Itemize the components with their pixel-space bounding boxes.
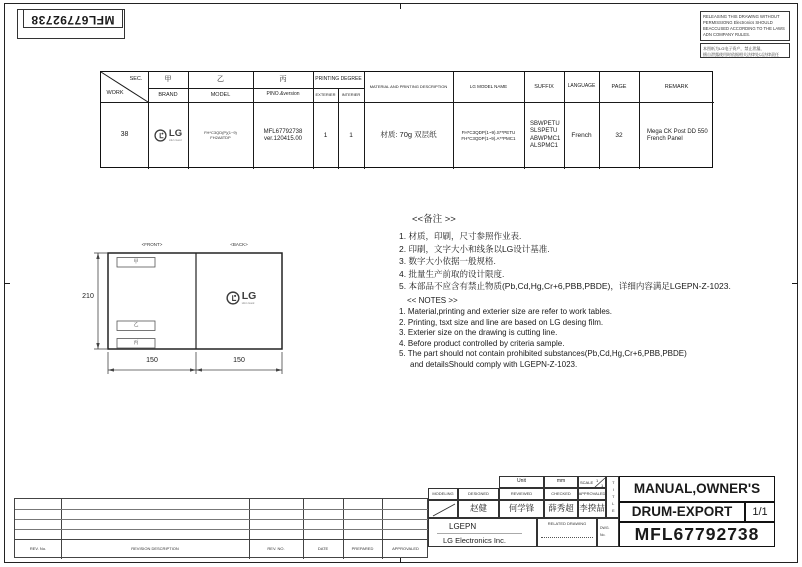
panel-drawing-lines <box>80 240 305 380</box>
notes-cn-item-1: 1. 材质，印刷，尺寸参照作业表. <box>399 231 522 241</box>
title-sheet-cell: 1/1 <box>745 502 775 522</box>
header-page: PAGE <box>611 83 627 90</box>
header-sec: SEC. <box>129 75 143 82</box>
cell-suffix-2: SLSPETU <box>530 128 558 134</box>
role-reviewed: REVIEWED <box>499 488 544 500</box>
company-divider <box>437 533 522 534</box>
corner-doc-number-box <box>23 9 123 28</box>
corner-doc-number: MFL67792738 <box>31 12 115 27</box>
cell-interier: 1 <box>349 131 353 139</box>
cell-remark-line1: Mega CK Post DD 550 <box>647 128 708 135</box>
cell-lg-model-name <box>453 102 524 169</box>
back-panel-logo <box>219 287 263 309</box>
grid-line <box>15 509 429 510</box>
related-drawing-cell <box>537 518 597 547</box>
lg-symbol-icon <box>154 129 167 142</box>
lg-symbol-icon <box>226 291 240 305</box>
cell-suffix-3: ABWPMC1 <box>530 135 561 142</box>
spec-table <box>100 71 713 168</box>
unit-label-cell: Unit <box>499 476 544 488</box>
revision-header-prepared: PREPARED <box>351 545 374 551</box>
notes-cn-item-4: 4. 批量生产前取的设计限度. <box>399 268 505 279</box>
warning-text-cn-2: 擅自泄露使用时依据相关法律处以法律责任 <box>703 51 779 57</box>
signer-approvaled: 李揆喆 <box>578 500 606 518</box>
cell-pino-line2: ver.120415.00 <box>263 135 303 142</box>
revision-header-date: DATE <box>317 545 329 551</box>
header-jia: 甲 <box>164 75 172 83</box>
notes-cn-item-2: 2. 印刷，文字大小和线条以LG设计基准. <box>399 243 550 254</box>
right-center-tick <box>792 283 798 284</box>
notes-en-item-2: 2. Printing, tsxt size and line are based on LG desing film. <box>399 317 604 327</box>
back-panel-label: <BACK> <box>230 242 248 248</box>
notes-en-item-5b: and detailsShould comply with LGEPN-Z-1023. <box>410 359 578 369</box>
cell-remark-line2: French Panel <box>647 135 683 142</box>
panel-box-bing: 丙 <box>133 339 139 346</box>
cell-work: 38 <box>120 131 129 139</box>
title-vertical-text: TITLE <box>610 479 616 515</box>
grid-line <box>15 519 429 520</box>
notes-en-title: << NOTES >> <box>407 296 458 305</box>
header-remark: REMARK <box>664 83 689 90</box>
role-approvaled: APPROVALED <box>578 488 606 500</box>
role-checked: CHECKED <box>544 488 578 500</box>
header-bing: 丙 <box>279 75 287 83</box>
cell-page: 32 <box>615 131 623 139</box>
header-lg-model-name: LG MODEL NAME <box>469 84 508 90</box>
cell-lg-model-line2: FH*C3QDP(1~9).A**PMC1 <box>461 135 516 141</box>
role-designed: DESIGNED <box>458 488 499 500</box>
lg-logo <box>154 129 182 142</box>
header-pino: PINO.&version <box>266 91 300 98</box>
cell-material: 材质: 70g 双层纸 <box>380 130 437 140</box>
dim-height-210: 210 <box>79 292 97 302</box>
header-printing-degree: PRINTING DEGREE <box>315 76 362 83</box>
revision-table <box>14 498 428 558</box>
header-brand: BRAND <box>158 91 178 98</box>
title-model-cell: DRUM-EXPORT <box>619 502 745 522</box>
lg-tagline: Life's Good <box>168 138 182 142</box>
lg-tagline: Life's Good <box>241 301 255 305</box>
cell-language: French <box>571 131 592 139</box>
lg-logo <box>226 291 257 305</box>
cell-suffix-4: ALSPMC1 <box>530 143 559 149</box>
left-center-tick <box>4 283 10 284</box>
lg-wordmark: LG <box>168 128 183 139</box>
cell-model-line1: FH*C3QD(P)(1~9) <box>204 129 237 135</box>
company-full: LG Electronics Inc. <box>443 536 506 545</box>
warning-box-cn <box>700 43 790 58</box>
scale-denominator: 1 <box>601 482 604 488</box>
lg-wordmark: LG <box>241 290 257 302</box>
cell-lg-model-line1: FH*C3QDP(1~9).S**PETU <box>461 130 516 136</box>
header-language: LANGUAGE <box>567 83 596 90</box>
related-drawing-label: RELATED DRAWING <box>547 520 587 526</box>
cell-brand <box>148 102 188 169</box>
dwg-no-label: No. <box>600 533 606 537</box>
dim-width-150-right: 150 <box>233 356 245 364</box>
warning-box-en <box>700 11 790 41</box>
scale-label: SCALE <box>580 480 594 485</box>
company-cell <box>428 518 537 547</box>
cell-model-line2: FH2A8TDP <box>210 134 231 140</box>
related-drawing-line <box>541 537 593 538</box>
title-number-cell: MFL67792738 <box>619 522 775 547</box>
scale-cell <box>578 476 606 488</box>
notes-en-item-3: 3. Exterier size on the drawing is cutting line. <box>399 328 558 337</box>
cell-suffix <box>524 102 564 169</box>
scale-numerator: 1 <box>596 477 599 483</box>
warning-text-en: RELEASING THIS DRAWING WITHOUT PERMISSIONG Electronics SHOULD BEACCUSED ACCORDING TO THE LAWS ADN COMPANY RULES. <box>703 14 785 37</box>
header-work: WORK <box>106 89 124 96</box>
slash-mark <box>429 501 459 519</box>
header-model: MODEL <box>210 91 231 98</box>
role-modeling: MODELING <box>428 488 458 500</box>
title-block <box>428 476 775 547</box>
revision-header-rev-no: REV. No. <box>29 545 47 551</box>
unit-value-cell: mm <box>544 476 578 488</box>
signer-modeling-cell <box>428 500 458 518</box>
panel-box-jia: 甲 <box>133 258 139 265</box>
title-vertical-cell <box>606 476 619 518</box>
cell-pino-line1: MFL67792738 <box>263 128 303 135</box>
signer-reviewed: 何学锋 <box>499 500 544 518</box>
notes-en-item-5: 5. The part should not contain prohibited substances(Pb,Cd,Hg,Cr+6,PBB,PBDE) <box>399 349 687 358</box>
header-material: MATERIAL AND PRINTING DESCRIPTION <box>369 83 448 89</box>
cell-remark <box>639 102 714 169</box>
notes-en-item-4: 4. Before product controlled by criteria sample. <box>399 338 565 348</box>
title-product-cell: MANUAL,OWNER'S <box>619 476 775 502</box>
header-exterier: EXTERIER <box>315 91 336 97</box>
signer-designed: 赵健 <box>458 500 499 518</box>
top-center-tick <box>400 3 401 9</box>
cell-suffix-1: SBWPETU <box>530 120 560 127</box>
dwg-label: DWG. <box>600 526 610 530</box>
header-suffix: SUFFIX <box>534 83 554 90</box>
signer-checked: 薛秀超 <box>544 500 578 518</box>
front-panel-label: <FRONT> <box>141 242 163 248</box>
cell-model <box>188 102 253 169</box>
notes-cn-item-5: 5. 本部品不应含有禁止物质(Pb,Cd,Hg,Cr+6,PBB,PBDE)，详细内容满足LGEPN-Z-1023. <box>399 281 731 291</box>
header-yi: 乙 <box>217 75 224 83</box>
grid-line <box>15 529 429 530</box>
cell-pino <box>253 102 313 169</box>
cell-exterier: 1 <box>323 131 328 139</box>
revision-header-rev-no2: REV. NO. <box>267 545 285 551</box>
notes-cn-item-3: 3. 数字大小依据一般规格. <box>399 256 496 266</box>
notes-en-item-1: 1. Material,printing and exterier size are refer to work tables. <box>399 307 612 316</box>
company-short: LGEPN <box>449 522 477 531</box>
panel-box-yi: 乙 <box>133 322 139 329</box>
warning-text-cn-1: 本图纸为LG电子资产，禁止泄漏， <box>703 45 765 51</box>
header-interier: INTERIER <box>341 91 361 97</box>
notes-cn-title: <<备注 >> <box>412 214 456 225</box>
dim-width-150-left: 150 <box>146 356 158 364</box>
revision-header-approvaled: APPROVALED <box>392 545 419 551</box>
dwg-no-cell <box>597 518 619 547</box>
revision-header-description: REVISION DESCRIPTION <box>131 545 179 551</box>
